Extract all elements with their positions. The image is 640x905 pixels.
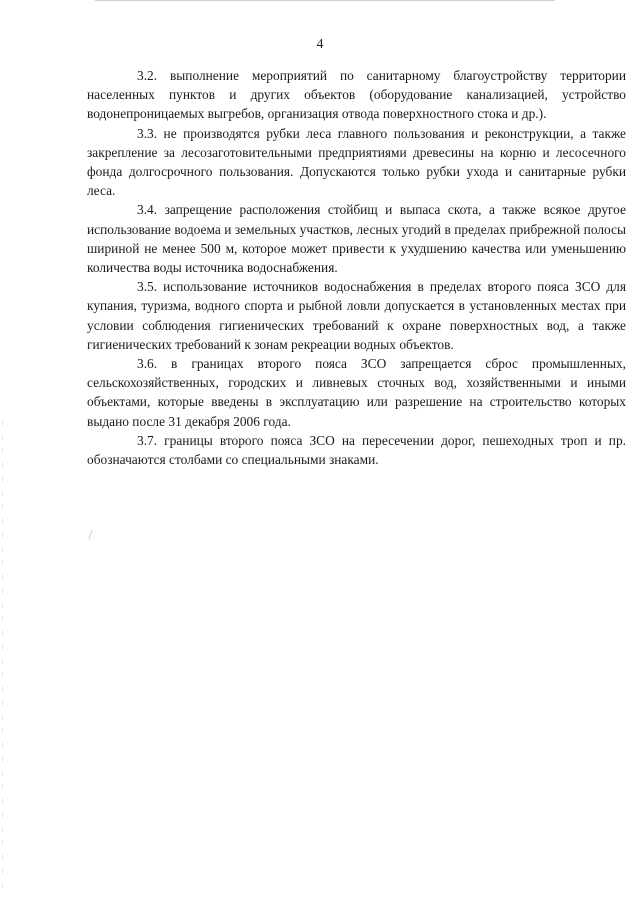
paragraph-3-2: 3.2. выполнение мероприятий по санитарному благоустройству территории населенных пунктов и других объектов (оборудование канализацией, устройство водонепроницаемых выгребов, организация отвода поверхностного стока и др.). [87,68,626,122]
document-body [87,66,626,469]
paragraph-3-3: 3.3. не производятся рубки леса главного пользования и реконструкции, а также закрепление за лесозаготовительными предприятиями древесины на корню и лесосечного фонда долгосрочного пользования. Допускаются только рубки ухода и санитарные рубки леса. [87,125,626,199]
scan-binding-edge [2,420,3,890]
page-number: 4 [316,37,324,52]
paragraph-3-5: 3.5. использование источников водоснабжения в пределах второго пояса ЗСО для купания, туризма, водного спорта и рыбной ловли допускается в установленных местах при условии соблюдения гигиенических требований к охране поверхностных вод, а также гигиенических требований к зонам рекреации водных объектов. [87,279,626,352]
scan-artifact-mark [88,530,94,540]
paragraph-3-6: 3.6. в границах второго пояса ЗСО запрещается сброс промышленных, сельскохозяйственных, городских и ливневых сточных вод, хозяйственными и иными объектами, которые введены в эксплуатацию или разрешение на строительство которых выдано после 31 декабря 2006 года. [87,356,626,429]
paragraph-3-7: 3.7. границы второго пояса ЗСО на пересечении дорог, пешеходных троп и пр. обозначаются столбами со специальными знаками. [87,432,626,468]
page-top-edge-line [95,0,555,1]
paragraph-3-4: 3.4. запрещение расположения стойбищ и выпаса скота, а также всякое другое использование водоема и земельных участков, лесных угодий в пределах прибрежной полосы шириной не менее 500 м, которое может привести к ухудшению качества или уменьшению количества воды источника водоснабжения. [87,202,626,276]
